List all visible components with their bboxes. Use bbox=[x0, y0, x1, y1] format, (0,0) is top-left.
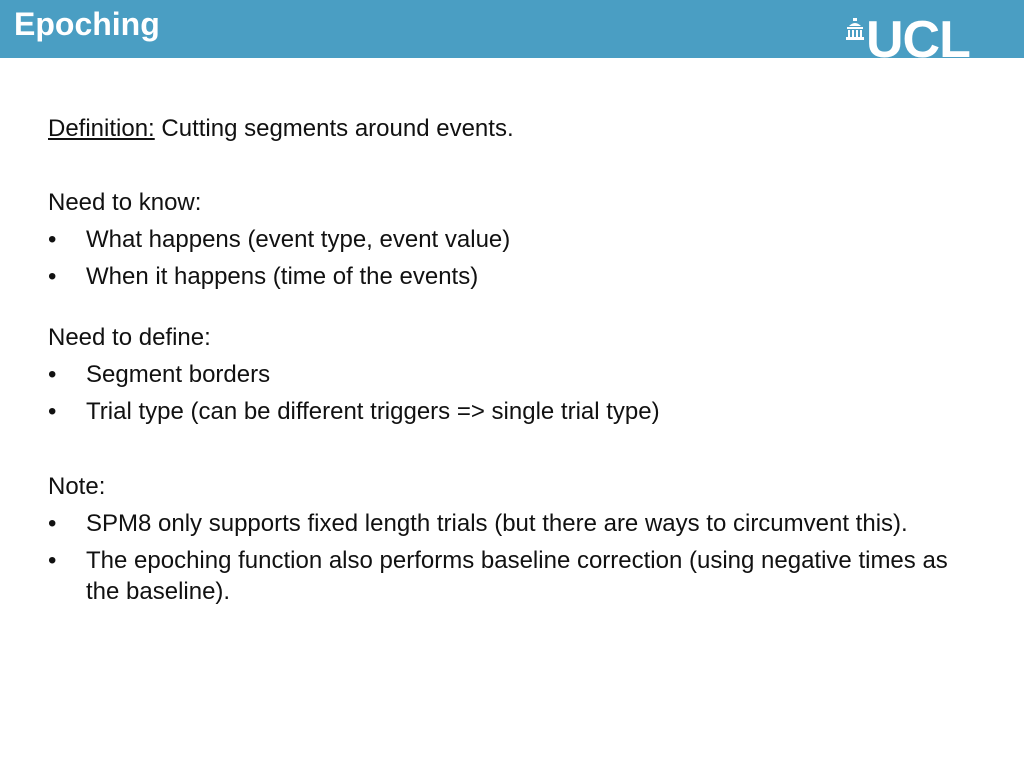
section-heading: Need to define: bbox=[48, 324, 211, 351]
list-item bbox=[48, 545, 948, 607]
section-heading: Need to know: bbox=[48, 189, 202, 216]
section-heading: Note: bbox=[48, 473, 106, 500]
section-need-to-know bbox=[48, 187, 948, 292]
list-item bbox=[48, 224, 948, 255]
bullet-list bbox=[48, 359, 948, 427]
bullet-list bbox=[48, 224, 948, 292]
portico-icon bbox=[846, 18, 864, 40]
section-need-to-define bbox=[48, 322, 948, 427]
section-note bbox=[48, 471, 948, 607]
bullet-list bbox=[48, 508, 948, 607]
list-item-text: When it happens (time of the events) bbox=[86, 263, 479, 290]
header-bar bbox=[0, 0, 1024, 58]
list-item-text: What happens (event type, event value) bbox=[86, 226, 511, 253]
bullet-glyph: • bbox=[48, 263, 57, 290]
slide-title: Epoching bbox=[14, 6, 160, 42]
list-item-text: Segment borders bbox=[86, 361, 271, 388]
list-item bbox=[48, 359, 948, 390]
definition-label: Definition: bbox=[48, 115, 155, 142]
logo-text: UCL bbox=[866, 14, 970, 58]
bullet-glyph: • bbox=[48, 398, 57, 425]
list-item bbox=[48, 261, 948, 292]
definition-line bbox=[48, 113, 948, 144]
list-item bbox=[48, 508, 948, 539]
list-item-text: SPM8 only supports fixed length trials (but there are ways to circumvent this). bbox=[86, 510, 908, 537]
list-item bbox=[48, 396, 948, 427]
slide-body bbox=[48, 113, 948, 613]
list-item-text: The epoching function also performs baseline correction (using negative times as the baseline). bbox=[86, 547, 948, 605]
list-item-text: Trial type (can be different triggers => single trial type) bbox=[86, 398, 660, 425]
definition-text: Cutting segments around events. bbox=[154, 115, 514, 142]
ucl-logo bbox=[846, 14, 996, 58]
bullet-glyph: • bbox=[48, 226, 57, 253]
bullet-glyph: • bbox=[48, 361, 57, 388]
bullet-glyph: • bbox=[48, 547, 57, 574]
bullet-glyph: • bbox=[48, 510, 57, 537]
